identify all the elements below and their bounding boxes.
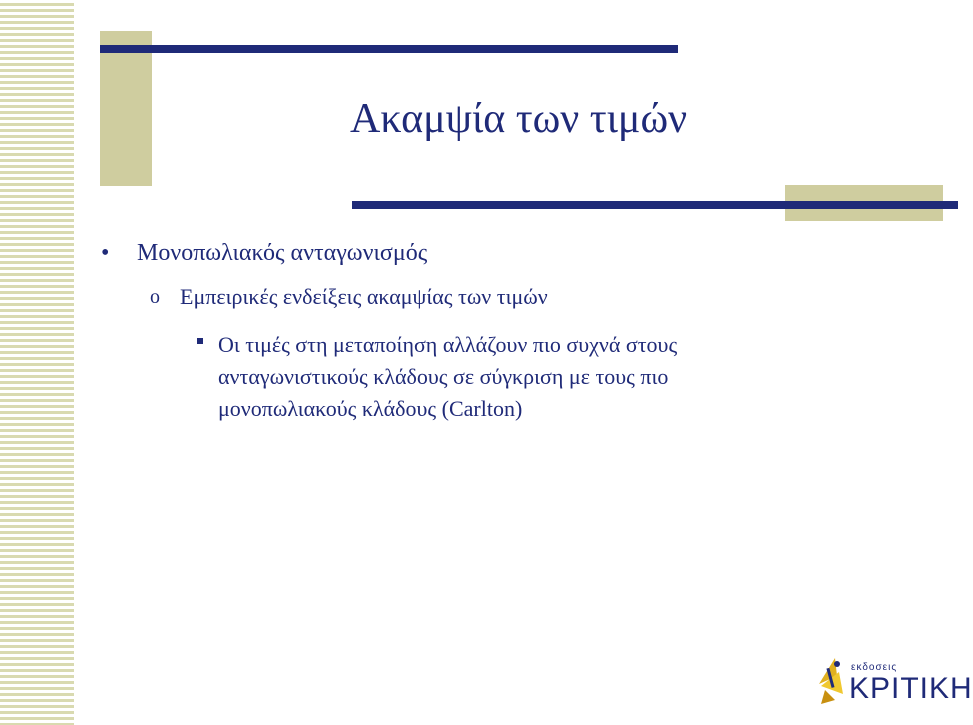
bullet-text-line: Οι τιμές στη μεταποίηση αλλάζουν πιο συχνά στους <box>218 332 678 357</box>
bullet-text-level-3 <box>218 329 858 425</box>
decor-navy-bar-bottom <box>352 201 958 209</box>
bullet-text-level-2: Εμπειρικές ενδείξεις ακαμψίας των τιμών <box>180 284 548 309</box>
decor-navy-bar-top <box>100 45 678 53</box>
bullet-marker-level-2: o <box>150 286 160 308</box>
bullet-text-line: ανταγωνιστικούς κλάδους σε σύγκριση με τους πιο <box>218 364 669 389</box>
publisher-logo <box>813 650 973 710</box>
decor-tan-block-top <box>100 31 152 186</box>
left-striped-margin <box>0 0 74 725</box>
bullet-marker-level-1: • <box>101 240 110 266</box>
slide-title: Ακαμψία των τιμών <box>350 96 688 142</box>
bullet-marker-level-3-square <box>197 338 203 344</box>
margin-edge <box>74 0 76 725</box>
kritiki-logo-icon <box>815 654 849 706</box>
bullet-text-level-1: Μονοπωλιακός ανταγωνισμός <box>137 240 428 266</box>
bullet-text-line: μονοπωλιακούς κλάδους (Carlton) <box>218 396 523 421</box>
logo-subtitle: εκδοσεις <box>851 662 898 673</box>
logo-wordmark: ΚΡΙΤΙΚΗ <box>849 672 973 705</box>
